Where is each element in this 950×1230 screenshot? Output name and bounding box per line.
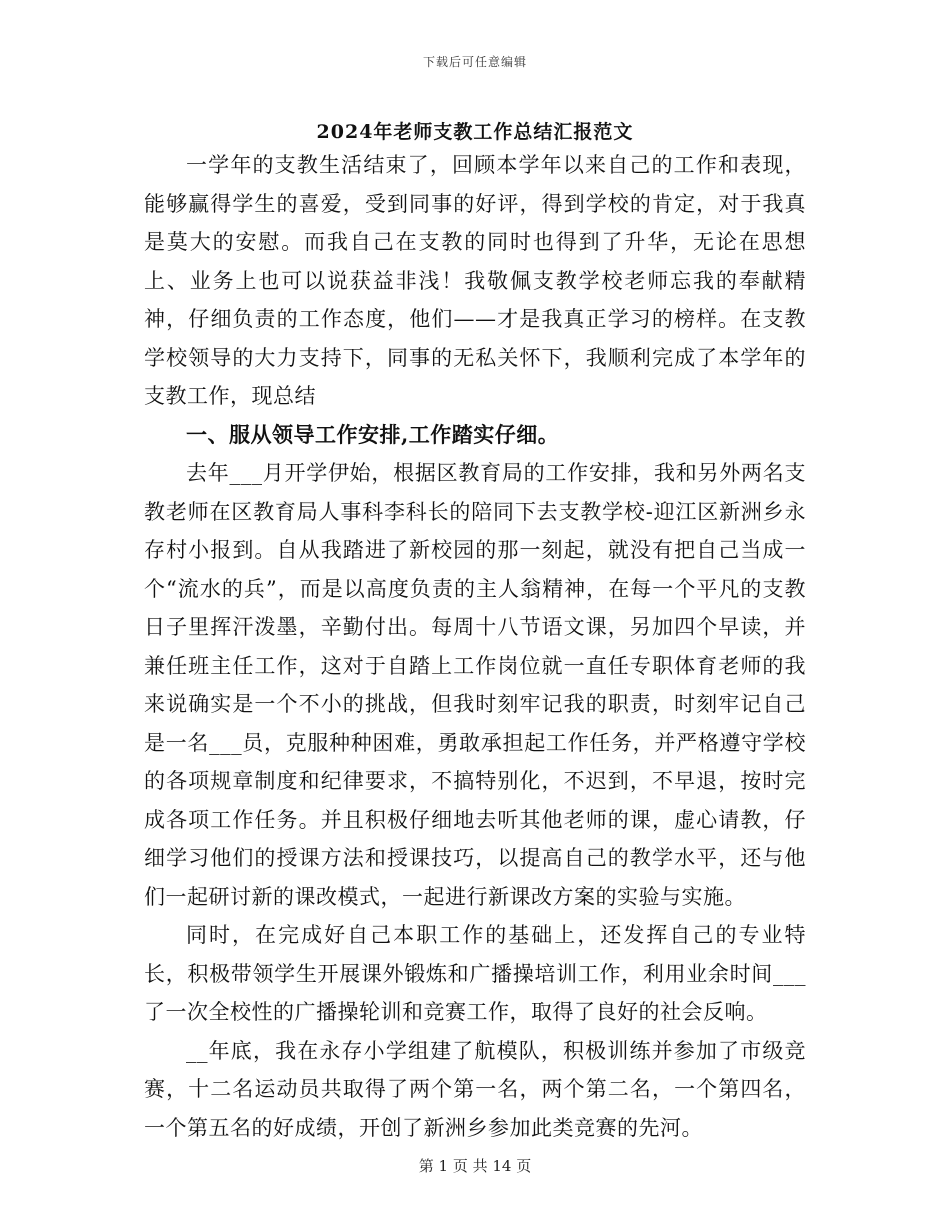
- paragraph-broadcast-exercise: 同时，在完成好自己本职工作的基础上，还发挥自己的专业特长，积极带领学生开展课外锻炼和广播操培训工作，利用业余时间___了一次全校性的广播操轮训和竞赛工作，取得了良好的社会反响。: [144, 923, 806, 1024]
- document-body: [144, 146, 806, 1147]
- document-title: 2024年老师支教工作总结汇报范文: [316, 121, 634, 143]
- paragraph-intro: 一学年的支教生活结束了，回顾本学年以来自己的工作和表现，能够赢得学生的喜爱，受到同事的好评，得到学校的肯定，对于我真是莫大的安慰。而我自己在支教的同时也得到了升华，无论在思想上、业务上也可以说获益非浅！我敬佩支教学校老师忘我的奉献精神，仔细负责的工作态度，他们——才是我真正学习的榜样。在支教学校领导的大力支持下，同事的无私关怀下，我顺利完成了本学年的支教工作，现总结: [144, 153, 806, 408]
- page-indicator: 第 1 页 共 14 页: [418, 1157, 532, 1175]
- page-header-note: 下载后可任意编辑: [422, 55, 527, 69]
- paragraph-work-details: 去年___月开学伊始，根据区教育局的工作安排，我和另外两名支教老师在区教育局人事科李科长的陪同下去支教学校-迎江区新洲乡永存村小报到。自从我踏进了新校园的那一刻起，就没有把自己当成一个“流水的兵”，而是以高度负责的主人翁精神，在每一个平凡的支教日子里挥汗泼墨，辛勤付出。每周十八节语文课，另加四个早读，并兼任班主任工作，这对于自踏上工作岗位就一直任专职体育老师的我来说确实是一个不小的挑战，但我时刻牢记我的职责，时刻牢记自己是一名___员，克服种种困难，勇敢承担起工作任务，并严格遵守学校的各项规章制度和纪律要求，不搞特别化，不迟到，不早退，按时完成各项工作任务。并且积极仔细地去听其他老师的课，虚心请教，仔细学习他们的授课方法和授课技巧，以提高自己的教学水平，还与他们一起研讨新的课改模式，一起进行新课改方案的实验与实施。: [144, 461, 806, 909]
- section-heading: 一、服从领导工作安排,工作踏实仔细。: [186, 421, 560, 447]
- paragraph-model-team: __年底，我在永存小学组建了航模队，积极训练并参加了市级竞赛，十二名运动员共取得了两个第一名，两个第二名，一个第四名，一个第五名的好成绩，开创了新洲乡参加此类竞赛的先河。: [144, 1038, 806, 1140]
